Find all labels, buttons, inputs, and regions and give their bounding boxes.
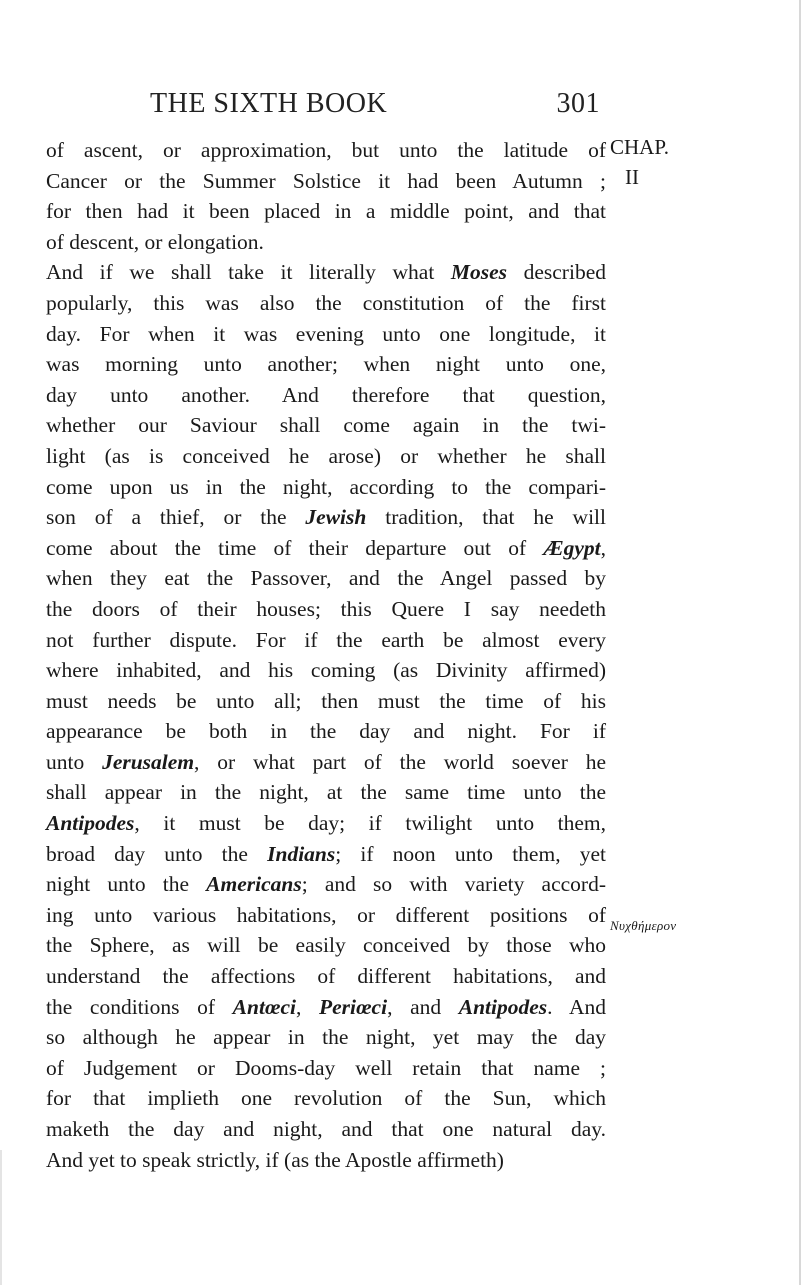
italic-term: Antœci bbox=[232, 994, 296, 1019]
text-line: broad day unto the Indians; if noon unto them, yet bbox=[46, 841, 606, 866]
text-line: light (as is conceived he arose) or whether he shall bbox=[46, 443, 606, 468]
text-line: where inhabited, and his coming (as Divinity affirmed) bbox=[46, 658, 606, 683]
text-line: of ascent, or approximation, but unto the latitude of bbox=[46, 138, 606, 162]
text-line: so although he appear in the night, yet may the day bbox=[46, 1025, 606, 1050]
margin-chapter-label: CHAP. bbox=[610, 135, 669, 159]
text-line: come upon us in the night, according to the compari- bbox=[46, 474, 606, 499]
italic-term: Ægypt bbox=[543, 535, 601, 560]
italic-term: Jewish bbox=[305, 505, 367, 530]
text-line: Cancer or the Summer Solstice it had been Autumn ; bbox=[46, 168, 606, 193]
text-line: was morning unto another; when night unto one, bbox=[46, 352, 606, 377]
italic-term: Moses bbox=[450, 260, 508, 285]
text-line: ing unto various habitations, or different positions of bbox=[46, 902, 606, 927]
italic-term: Jerusalem bbox=[102, 749, 195, 774]
page-edge-left bbox=[0, 1150, 2, 1285]
text-line: And yet to speak strictly, if (as the Apostle affirmeth) bbox=[46, 1147, 504, 1172]
text-line: come about the time of their departure out of Ægypt, bbox=[46, 535, 606, 560]
italic-term: Antipodes bbox=[458, 994, 548, 1019]
text-line: shall appear in the night, at the same time unto the bbox=[46, 780, 606, 805]
text-line: the doors of their houses; this Quere I say needeth bbox=[46, 596, 606, 621]
text-line: when they eat the Passover, and the Angel passed by bbox=[46, 566, 606, 591]
text-line: maketh the day and night, and that one natural day. bbox=[46, 1117, 606, 1141]
text-line: appearance be both in the day and night. For if bbox=[46, 719, 606, 744]
italic-term: Indians bbox=[267, 841, 336, 866]
margin-chapter-number: II bbox=[625, 165, 639, 189]
italic-term: Periœci bbox=[319, 994, 388, 1019]
text-line: understand the affections of different habitations, and bbox=[46, 964, 606, 989]
italic-term: Americans bbox=[206, 872, 302, 897]
text-line: must needs be unto all; then must the time of his bbox=[46, 688, 606, 713]
italic-term: Antipodes bbox=[46, 811, 135, 836]
running-title: THE SIXTH BOOK bbox=[150, 88, 388, 119]
text-line: whether our Saviour shall come again in the twi- bbox=[46, 413, 606, 438]
text-line: popularly, this was also the constitution of the first bbox=[46, 290, 606, 315]
text-line: night unto the Americans; and so with variety accord- bbox=[46, 872, 607, 897]
text-line: for that implieth one revolution of the Sun, which bbox=[46, 1086, 606, 1111]
text-line: the Sphere, as will be easily conceived by those who bbox=[46, 933, 606, 958]
page-number: 301 bbox=[556, 88, 600, 119]
text-line: the conditions of Antœci, Periœci, and Antipodes. And bbox=[46, 994, 607, 1019]
text-line: for then had it been placed in a middle point, and that bbox=[46, 199, 606, 224]
body-text bbox=[46, 135, 606, 1175]
text-line: son of a thief, or the Jewish tradition, that he will bbox=[46, 505, 606, 530]
text-line: And if we shall take it literally what Moses described bbox=[46, 260, 606, 285]
text-line: not further dispute. For if the earth be almost every bbox=[46, 627, 606, 652]
text-line: of descent, or elongation. bbox=[46, 229, 264, 254]
text-line: Antipodes, it must be day; if twilight unto them, bbox=[46, 811, 606, 836]
margin-greek-note: Νυχθήμερον bbox=[610, 918, 677, 933]
text-line: of Judgement or Dooms-day well retain that name ; bbox=[46, 1055, 606, 1080]
text-line: unto Jerusalem, or what part of the world soever he bbox=[46, 749, 606, 774]
text-line: day. For when it was evening unto one longitude, it bbox=[46, 321, 606, 346]
text-line: day unto another. And therefore that question, bbox=[46, 382, 606, 407]
